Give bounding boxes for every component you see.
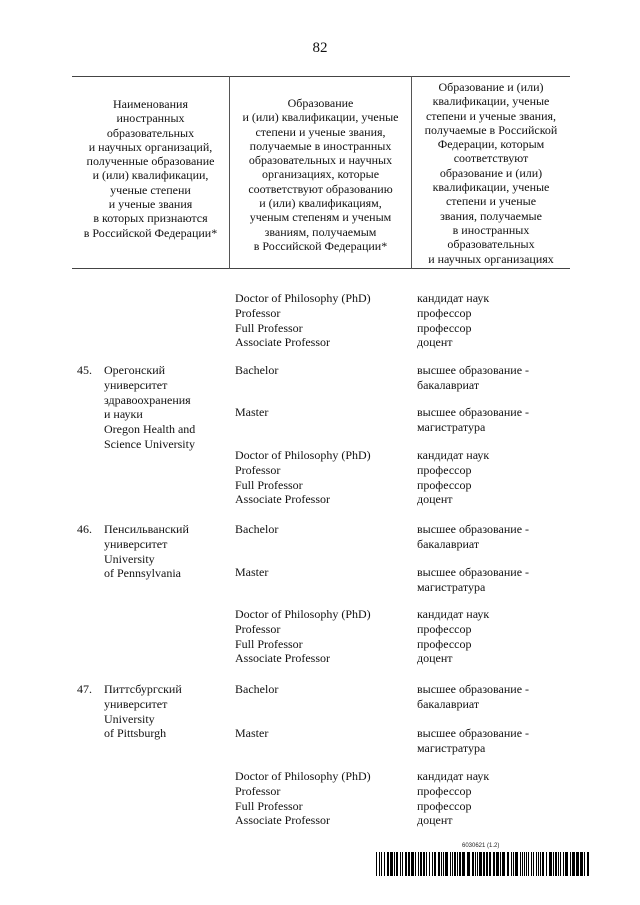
bachelor-label: Bachelor (235, 682, 279, 696)
bachelor-equivalent: высшее образование - бакалавриат (417, 363, 530, 392)
header-col2: Образование и (или) квалификации, ученые степени и ученые звания, получаемые в иностранных образовательных и научных организациях, которые соответствуют образованию и (или) квалификациям, ученым степеням и ученым званиям, получаемым в Российской Федерации* (242, 96, 399, 253)
top-degrees: Doctor of Philosophy (PhD) Professor Full Professor Associate Professor (235, 291, 371, 350)
master-label: Master (235, 405, 269, 419)
bachelor-equivalent: высшее образование - бакалавриат (417, 522, 530, 551)
header-top-rule (72, 76, 570, 77)
degrees-equivalent: кандидат наук профессор профессор доцент (417, 607, 490, 666)
master-label: Master (235, 726, 269, 740)
bachelor-label: Bachelor (235, 363, 279, 377)
master-label: Master (235, 565, 269, 579)
entry-name: Пенсильванский университет University of Pennsylvania (104, 522, 189, 581)
master-equivalent: высшее образование - магистратура (417, 565, 530, 594)
bachelor-label: Bachelor (235, 522, 279, 536)
master-equivalent: высшее образование - магистратура (417, 726, 530, 755)
header-col1: Наименования иностранных образовательных и научных организаций, полученные образование и (или) квалификации, ученые степени и ученые звания в которых признаются в Российской Федерации* (83, 97, 218, 240)
entry-number: 45. (77, 363, 92, 377)
header-bottom-rule (72, 268, 570, 269)
top-degrees-eq: кандидат наук профессор профессор доцент (417, 291, 490, 350)
entry-number: 46. (77, 522, 92, 536)
master-equivalent: высшее образование - магистратура (417, 405, 530, 434)
barcode-image (376, 852, 589, 876)
entry-name: Орегонский университет здравоохранения и науки Oregon Health and Science University (104, 363, 196, 451)
degrees-list: Doctor of Philosophy (PhD) Professor Full Professor Associate Professor (235, 448, 371, 507)
entry-number: 47. (77, 682, 92, 696)
degrees-list: Doctor of Philosophy (PhD) Professor Full Professor Associate Professor (235, 769, 371, 828)
header-col3: Образование и (или) квалификации, ученые степени и ученые звания, получаемые в Российской Федерации, которым соответствуют образование и (или) квалификации, ученые степени и ученые звания, получаемые в иностранных образовательных и научных организациях (424, 80, 558, 266)
barcode-number: 6030621 (1.2) (462, 843, 500, 849)
page-number: 82 (312, 40, 328, 56)
entry-name: Питтсбургский университет University of Pittsburgh (104, 682, 182, 741)
degrees-equivalent: кандидат наук профессор профессор доцент (417, 769, 490, 828)
degrees-equivalent: кандидат наук профессор профессор доцент (417, 448, 490, 507)
degrees-list: Doctor of Philosophy (PhD) Professor Full Professor Associate Professor (235, 607, 371, 666)
bachelor-equivalent: высшее образование - бакалавриат (417, 682, 530, 711)
